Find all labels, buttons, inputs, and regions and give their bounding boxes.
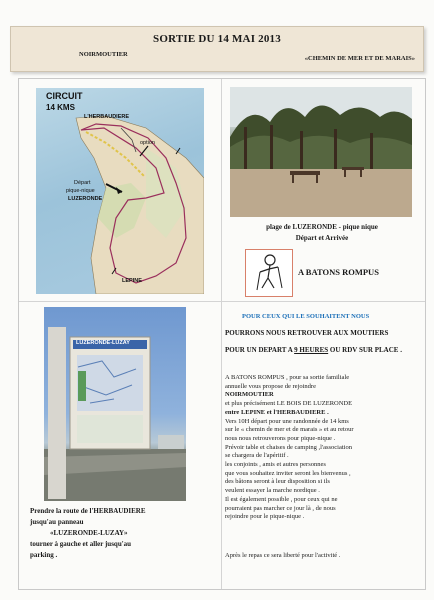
description-line: annuelle vous propose de rejoindre	[225, 382, 316, 390]
row-divider	[19, 301, 425, 302]
club-name: A BATONS ROMPUS	[298, 267, 379, 277]
sign-caption-line3: «LUZERONDE-LUZAY»	[50, 529, 128, 537]
description-line: rejoindre pour le pique-nique .	[225, 513, 305, 521]
sign-caption	[30, 506, 198, 561]
map-label-luzeronde: LUZERONDE	[68, 196, 103, 202]
header-banner	[10, 26, 424, 72]
departure-time: 9 HEURES	[294, 346, 329, 354]
theme-label: «CHEMIN DE MER ET DE MARAIS»	[304, 55, 415, 62]
map-label-start: Départ	[74, 180, 91, 186]
map-title: CIRCUIT	[46, 91, 83, 101]
description-line: NOIRMOUTIER	[225, 391, 274, 399]
map-label-option: option	[140, 140, 155, 146]
description-line: que vous souhaitez inviter seront les bienvenus ,	[225, 469, 351, 477]
map-label-north: L'HERBAUDIERE	[84, 114, 130, 120]
place-label: NOIRMOUTIER	[79, 51, 128, 58]
sign-caption-line1: Prendre la route de l'HERBAUDIERE	[30, 507, 146, 515]
beach-caption	[224, 222, 420, 244]
description-line: Il est également possible , pour ceux qui ne	[225, 495, 338, 503]
description-line: Vers 10H départ pour une randonnée de 14 kms	[225, 417, 349, 425]
sign-photo	[44, 307, 186, 501]
sign-caption-line2: jusqu'au panneau	[30, 518, 84, 526]
map-label-picnic: pique-nique	[66, 188, 95, 194]
sign-caption-line4: tourner à gauche et aller jusqu'au	[30, 540, 132, 548]
circuit-map	[36, 88, 204, 294]
intro-line3-a: POUR UN DEPART A	[225, 346, 295, 354]
description-line: les conjoints , amis et autres personnes	[225, 461, 326, 469]
description-line: se chargera de l'apéritif .	[225, 452, 289, 460]
beach-caption-line1: plage de LUZERONDE - pique nique	[266, 223, 378, 231]
description-line: A BATONS ROMPUS , pour sa sortie familiale	[225, 374, 350, 381]
description-line: entre LEPINE et l'HERBAUDIERE .	[225, 408, 329, 416]
description-line: des bâtons seront à leur disposition si ils	[225, 478, 330, 486]
description-line: sur le « chemin de mer et de marais » et au retour	[225, 426, 354, 434]
description-line: pourraient pas marcher ce jour là , de nous	[225, 504, 336, 512]
intro-line3	[225, 346, 402, 354]
hiker-logo-icon	[245, 249, 293, 297]
map-distance: 14 KMS	[46, 103, 75, 112]
description-line: Prévoir table et chaises de camping ,l'association	[225, 443, 352, 451]
closing-line: Après le repas ce sera liberté pour l'activité .	[225, 552, 341, 559]
description-line: nous nous retrouverons pour pique-nique .	[225, 434, 336, 442]
map-label-south: LEPINE	[122, 278, 142, 284]
description-line: veulent essayer la marche nordique .	[225, 487, 320, 495]
sign-caption-line5: parking .	[30, 551, 58, 559]
description-line: et plus précisément LE BOIS DE LUZERONDE	[225, 400, 353, 408]
beach-caption-line2: Départ et Arrivée	[295, 234, 349, 242]
intro-line1: POUR CEUX QUI LE SOUHAITENT NOUS	[242, 313, 370, 320]
sign-header-text: LUZERONDE-LUZAY	[76, 340, 130, 346]
intro-line3-c: OU RDV SUR PLACE .	[328, 346, 402, 354]
column-divider	[221, 79, 222, 589]
beach-photo	[230, 87, 412, 217]
page-title: SORTIE DU 14 MAI 2013	[153, 33, 281, 45]
description-text	[225, 374, 421, 522]
intro-line2: POURRONS NOUS RETROUVER AUX MOUTIERS	[225, 329, 389, 337]
